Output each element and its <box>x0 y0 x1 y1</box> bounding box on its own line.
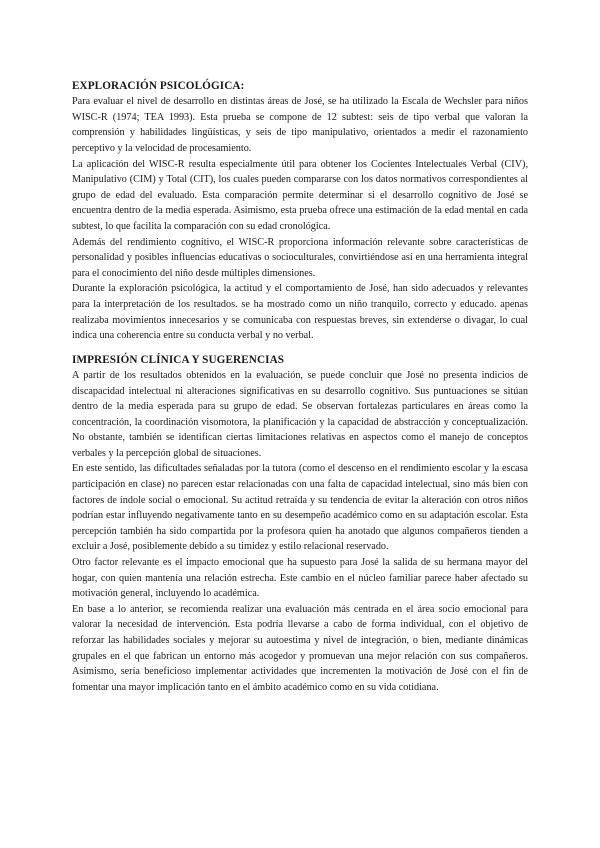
paragraph: Otro factor relevante es el impacto emocional que ha supuesto para José la salida de su hermana mayor del hogar, con quien mantenía una relación estrecha. Este cambio en el núcleo familiar parece haber afectado su motivación general, incluyendo lo académica. <box>72 557 528 600</box>
paragraph: A partir de los resultados obtenidos en la evaluación, se puede concluir que José no presenta indicios de discapacidad intelectual ni alteraciones significativas en su desarrollo cognitivo. Sus puntuaciones se sitúan dentro de la media esperada para su grupo de edad. Se observan fortalezas particulares en áreas como la concentración, la coordinación visomotora, la planificación y la capacidad de abstracción y conceptualización. No obstante, también se identifican ciertas limitaciones relativas en aspectos como el manejo de conceptos verbales y la percepción global de situaciones. <box>72 369 528 459</box>
section-exploracion-psicologica <box>72 78 528 344</box>
paragraph: La aplicación del WISC-R resulta especialmente útil para obtener los Cocientes Intelectuales Verbal (CIV), Manipulativo (CIM) y Total (CIT), los cuales pueden compararse con los datos normativos correspondientes al grupo de edad del evaluado. Esta comparación permite determinar si el desarrollo cognitivo de José se encuentra dentro de la media esperada. Asimismo, esta prueba ofrece una estimación de la edad mental en cada subtest, lo que facilita la comparación con su edad cronológica. <box>72 158 528 232</box>
section-heading: IMPRESIÓN CLÍNICA Y SUGERENCIAS <box>72 353 285 366</box>
paragraph: En base a lo anterior, se recomienda realizar una evaluación más centrada en el área socio emocional para valorar la necesidad de intervención. Esta podría llevarse a cabo de forma individual, con el objetivo de reforzar las habilidades sociales y mejorar su autoestima y nivel de integración, o bien, mediante dinámicas grupales en el que fabrican un entorno más acogedor y promuevan una mejor relación con sus compañeros. Asimismo, sería beneficioso implementar actividades que incrementen la motivación de José con el fin de fomentar una mayor implicación tanto en el ámbito académico como en su vida cotidiana. <box>72 603 528 693</box>
paragraph: En este sentido, las dificultades señaladas por la tutora (como el descenso en el rendimiento escolar y la escasa participación en clase) no parecen estar relacionadas con una falta de capacidad intelectual, sino más bien con factores de índole social o emocional. Su actitud retraída y su tendencia de evitar la alteración con otros niños podrían estar influyendo negativamente tanto en su desempeño académico como en su adaptación escolar. Esta percepción también ha sido compartida por la profesora quien ha anotado que algunos compañeros tienden a excluir a José, posiblemente debido a su timidez y estilo relacional reservado. <box>72 463 528 553</box>
paragraph: Además del rendimiento cognitivo, el WISC-R proporciona información relevante sobre características de personalidad y posibles influencias educativas o socioculturales, convirtiéndose así en una herramienta integral para el conocimiento del niño desde múltiples dimensiones. <box>72 236 528 279</box>
paragraph: Durante la exploración psicológica, la actitud y el comportamiento de José, han sido adecuados y relevantes para la interpretación de los resultados. se ha mostrado como un niño tranquilo, correcto y educado. apenas realizaba movimientos innecesarios y se comunicaba con respuestas breves, sin extenderse o divagar, lo cual indica una coherencia entre su conducta verbal y no verbal. <box>72 283 528 342</box>
section-heading: EXPLORACIÓN PSICOLÓGICA: <box>72 80 245 92</box>
document-page <box>72 78 528 695</box>
paragraph: Para evaluar el nivel de desarrollo en distintas áreas de José, se ha utilizado la Escala de Wechsler para niños WISC-R (1974; TEA 1993). Esta prueba se compone de 12 subtest: seis de tipo verbal que valoran la comprensión y habilidades lingüísticas, y seis de tipo manipulativo, orientados a medir el razonamiento perceptivo y la velocidad de procesamiento. <box>72 96 528 154</box>
section-impresion-clinica <box>72 352 528 696</box>
